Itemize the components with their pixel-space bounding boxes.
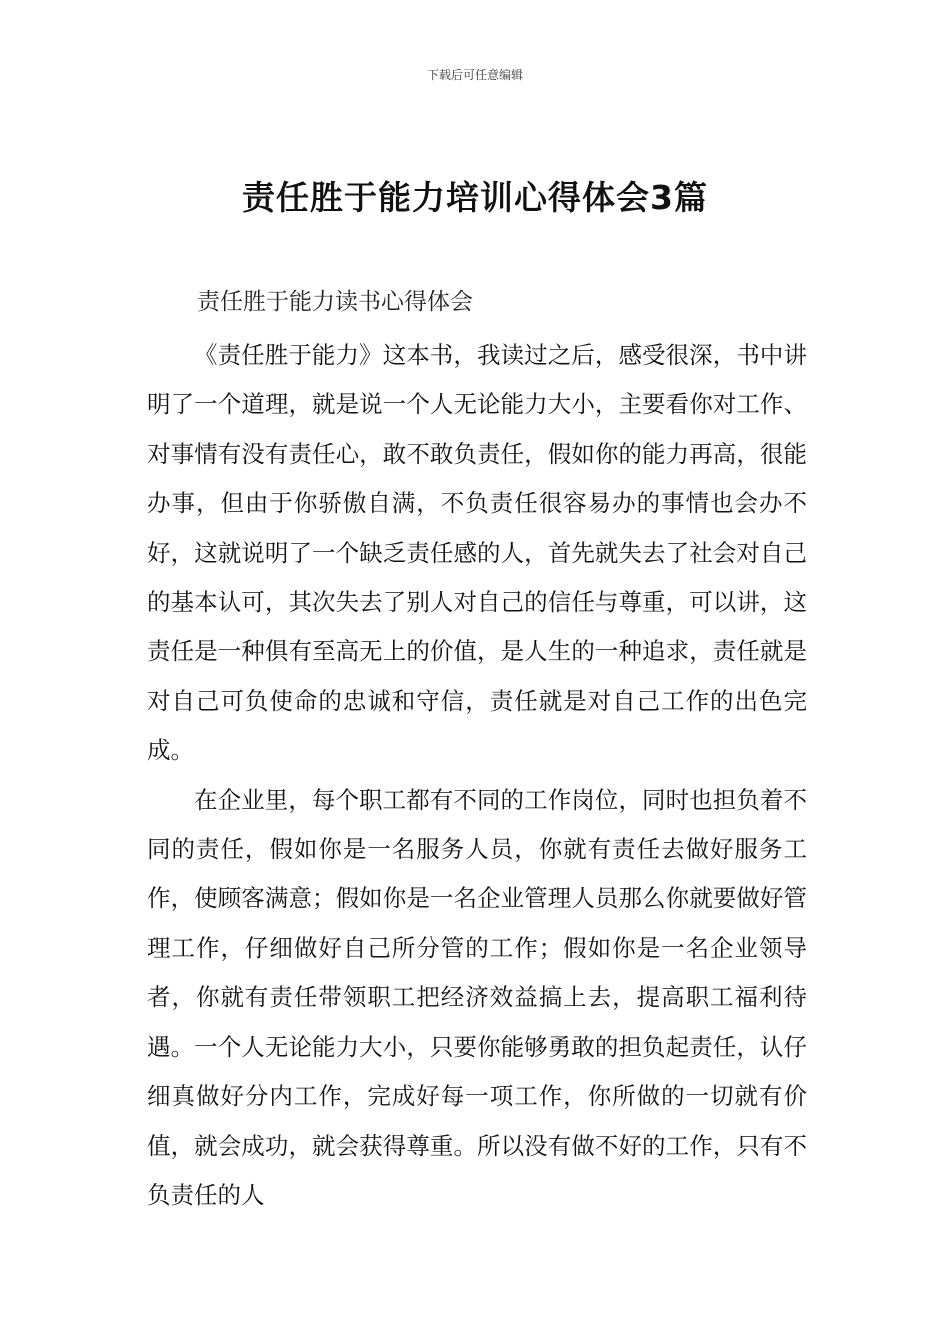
paragraph-2: 在企业里，每个职工都有不同的工作岗位，同时也担负着不同的责任，假如你是一名服务人员，你就有责任去做好服务工作，使顾客满意；假如你是一名企业管理人员那么你就要做好管理工作，仔细做好自己所分管的工作；假如你是一名企业领导者，你就有责任带领职工把经济效益搞上去，提高职工福利待遇。一个人无论能力大小，只要你能够勇敢的担负起责任，认仔细真做好分内工作，完成好每一项工作，你所做的一切就有价值，就会成功，就会获得尊重。所以没有做不好的工作，只有不负责任的人 [147, 785, 807, 1209]
header-note: 下载后可任意编辑 [426, 68, 523, 82]
section-subtitle: 责任胜于能力读书心得体会 [197, 289, 473, 315]
paragraph-1: 《责任胜于能力》这本书，我读过之后，感受很深，书中讲明了一个道理，就是说一个人无论能力大小，主要看你对工作、对事情有没有责任心，敢不敢负责任，假如你的能力再高，很能办事，但由于你骄傲自满，不负责任很容易办的事情也会办不好，这就说明了一个缺乏责任感的人，首先就失去了社会对自己的基本认可，其次失去了别人对自己的信任与尊重，可以讲，这责任是一种俱有至高无上的价值，是人生的一种追求，责任就是对自己可负使命的忠诚和守信，责任就是对自己工作的出色完成。 [147, 341, 807, 765]
document-title: 责任胜于能力培训心得体会3篇 [242, 178, 708, 217]
document-body [147, 331, 807, 1220]
